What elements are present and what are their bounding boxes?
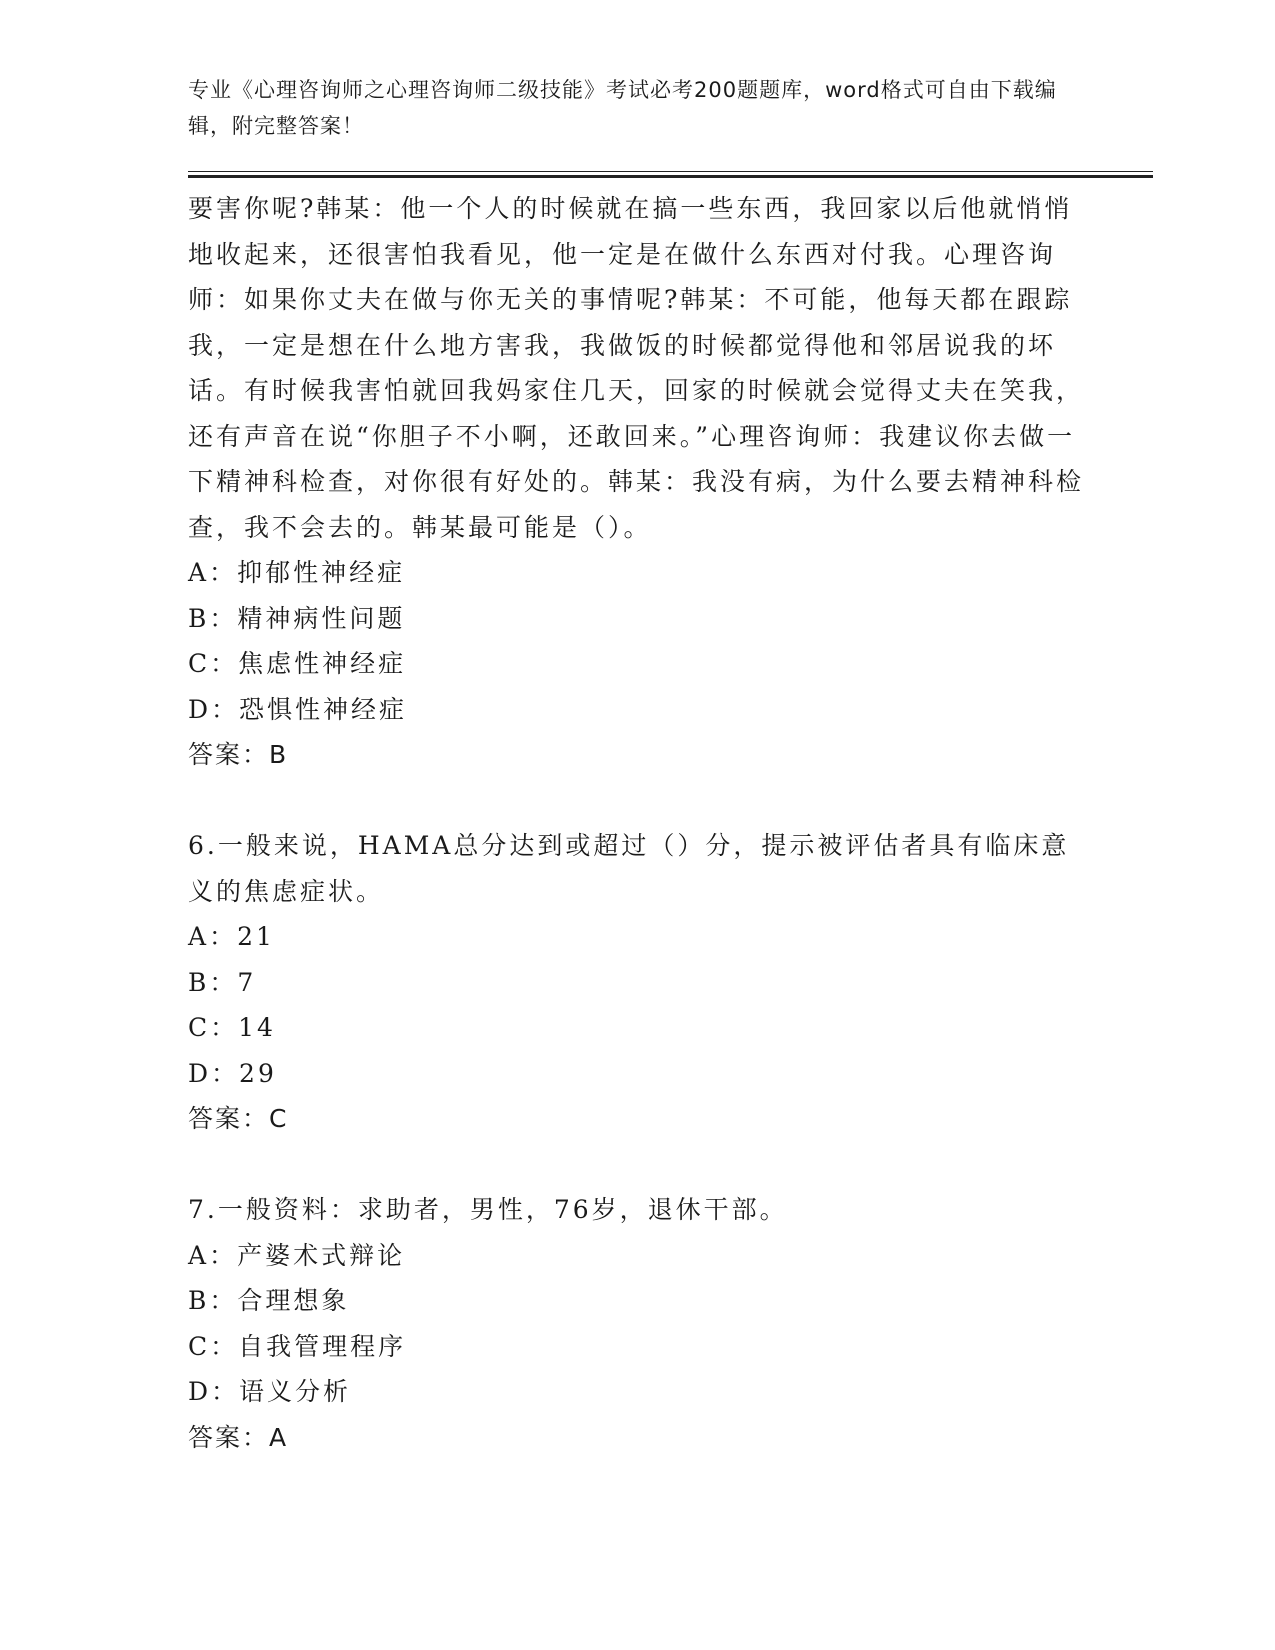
option-text: 焦虑性神经症 xyxy=(238,649,407,678)
option-text: 7 xyxy=(237,967,257,997)
option-c xyxy=(188,641,1088,687)
option-text: 自我管理程序 xyxy=(238,1331,407,1361)
header-rule-thin xyxy=(188,171,1153,172)
option-c xyxy=(188,1005,1088,1051)
option-text: 合理想象 xyxy=(237,1286,350,1315)
option-key: C： xyxy=(188,649,239,678)
option-text: 29 xyxy=(239,1058,277,1088)
option-a xyxy=(188,550,1088,596)
option-text: 产婆术式辩论 xyxy=(237,1240,406,1270)
spacer xyxy=(188,1142,1088,1188)
question-stem: 要害你呢?韩某：他一个人的时候就在搞一些东西，我回家以后他就悄悄地收起来，还很害怕我看见，他一定是在做什么东西对付我。心理咨询师：如果你丈夫在做与你无关的事情呢?韩某：不可能，他每天都在跟踪我，一定是想在什么地方害我，我做饭的时候都觉得他和邻居说我的坏话。有时候我害怕就回我妈家住几天，回家的时候就会觉得丈夫在笑我，还有声音在说“你胆子不小啊，还敢回来。”心理咨询师：我建议你去做一下精神科检查，对你很有好处的。韩某：我没有病，为什么要去精神科检查，我不会去的。韩某最可能是（）。 xyxy=(188,194,1085,542)
option-text: 精神病性问题 xyxy=(237,603,406,633)
option-key: B： xyxy=(188,967,238,997)
option-key: A： xyxy=(188,558,238,587)
option-key: B： xyxy=(188,1286,238,1315)
option-key: A： xyxy=(188,1240,238,1270)
document-body xyxy=(188,186,1088,1460)
option-d xyxy=(188,1051,1088,1097)
question-7 xyxy=(188,1187,1088,1460)
option-text: 14 xyxy=(238,1013,276,1042)
question-6 xyxy=(188,823,1088,1142)
option-text: 语义分析 xyxy=(239,1377,352,1406)
question-stem: 7.一般资料：求助者，男性，76岁，退休干部。 xyxy=(188,1195,788,1224)
answer: 答案：B xyxy=(188,740,289,769)
question-5 xyxy=(188,186,1088,778)
option-b xyxy=(188,1278,1088,1324)
option-key: D： xyxy=(188,694,240,724)
option-b xyxy=(188,596,1088,642)
option-c xyxy=(188,1324,1088,1370)
option-key: D： xyxy=(188,1058,240,1088)
spacer xyxy=(188,778,1088,824)
option-a xyxy=(188,1233,1088,1279)
question-stem: 6.一般来说，HAMA总分达到或超过（）分，提示被评估者具有临床意义的焦虑症状。 xyxy=(188,831,1070,906)
document-header: 专业《心理咨询师之心理咨询师二级技能》考试必考200题题库，word格式可自由下载编辑，附完整答案！ xyxy=(188,78,1057,138)
option-a xyxy=(188,914,1088,960)
option-key: D： xyxy=(188,1377,240,1406)
option-key: C： xyxy=(188,1331,239,1361)
option-key: B： xyxy=(188,603,238,633)
option-text: 恐惧性神经症 xyxy=(239,694,408,724)
header-rule-thick xyxy=(188,175,1153,178)
option-d xyxy=(188,687,1088,733)
answer: 答案：C xyxy=(188,1104,289,1133)
answer: 答案：A xyxy=(188,1422,289,1452)
option-key: C： xyxy=(188,1013,239,1042)
option-d xyxy=(188,1369,1088,1415)
option-text: 21 xyxy=(237,922,275,951)
option-text: 抑郁性神经症 xyxy=(237,558,406,587)
option-key: A： xyxy=(188,922,238,951)
option-b xyxy=(188,960,1088,1006)
